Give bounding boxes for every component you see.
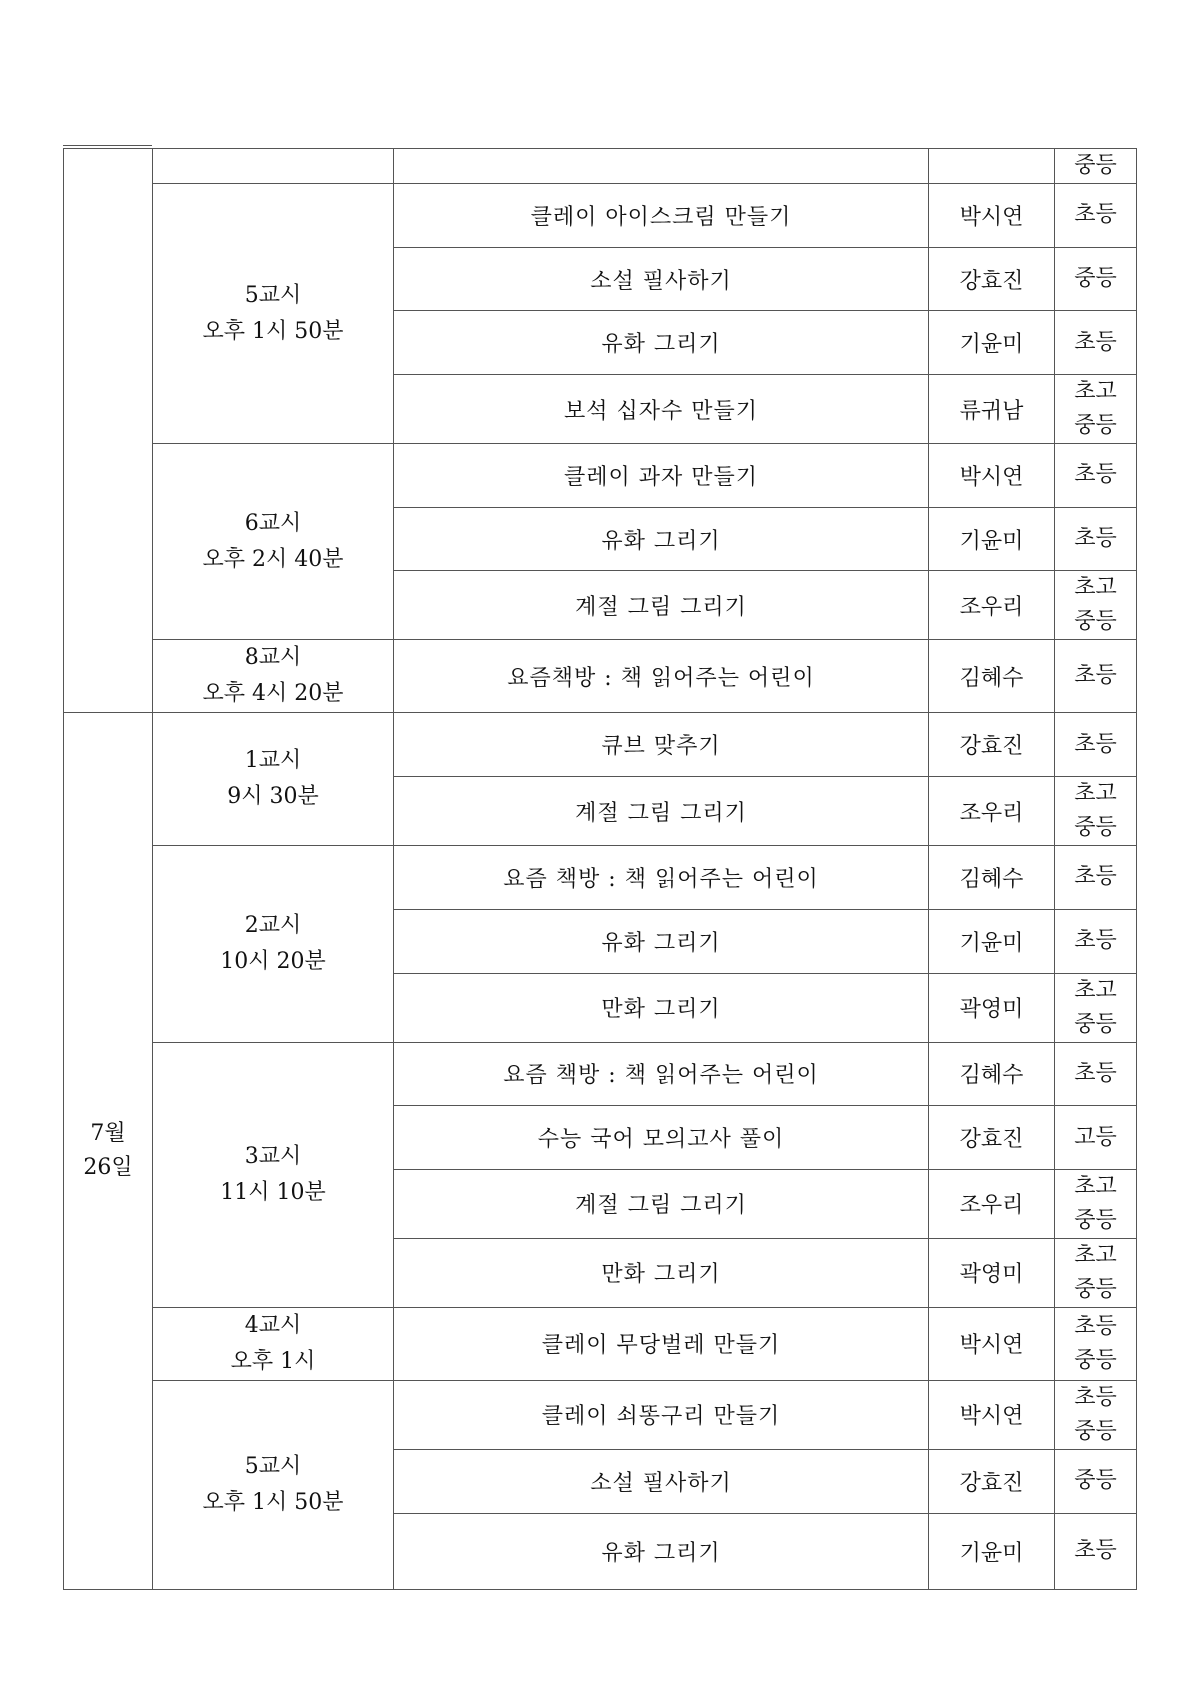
period-line: 5교시	[244, 282, 302, 308]
grade-line: 초고	[1074, 1173, 1117, 1199]
course-cell: 클레이 쇠똥구리 만들기	[394, 1380, 929, 1449]
grade-line: 중등	[1074, 153, 1117, 178]
course-cell: 클레이 과자 만들기	[394, 444, 929, 508]
period-cell	[153, 640, 394, 713]
grade-line: 초고	[1074, 781, 1117, 807]
grade-cell	[1055, 444, 1137, 508]
period-line: 5교시	[244, 1453, 302, 1479]
teacher-cell: 조우리	[929, 571, 1055, 640]
period-cell	[153, 713, 394, 846]
course-cell: 만화 그리기	[394, 1238, 929, 1307]
course-cell: 계절 그림 그리기	[394, 777, 929, 846]
period-cell	[153, 149, 394, 184]
period-line: 10시 20분	[220, 948, 326, 974]
period-line: 오후 2시 40분	[202, 546, 344, 572]
course-cell: 계절 그림 그리기	[394, 1169, 929, 1238]
grade-line: 초고	[1074, 1242, 1117, 1268]
period-cell	[153, 1307, 394, 1380]
date-cell	[64, 149, 153, 713]
grade-cell	[1055, 777, 1137, 846]
grade-line: 초고	[1074, 575, 1117, 601]
teacher-cell: 김혜수	[929, 1042, 1055, 1106]
grade-line: 중등	[1074, 1011, 1117, 1037]
grade-cell	[1055, 909, 1137, 973]
grade-line: 초등	[1074, 864, 1117, 890]
teacher-cell: 강효진	[929, 247, 1055, 311]
period-cell	[153, 1380, 394, 1589]
teacher-cell: 기윤미	[929, 311, 1055, 375]
period-line: 오후 1시 50분	[202, 1489, 344, 1515]
teacher-cell	[929, 149, 1055, 184]
period-cell	[153, 1042, 394, 1307]
grade-cell	[1055, 247, 1137, 311]
grade-line: 초등	[1074, 663, 1117, 689]
grade-cell	[1055, 973, 1137, 1042]
period-line: 11시 10분	[220, 1179, 326, 1205]
course-cell: 유화 그리기	[394, 909, 929, 973]
schedule-row	[64, 1380, 1137, 1449]
grade-line: 초등	[1074, 462, 1117, 488]
period-line: 오후 1시 50분	[202, 318, 344, 344]
continuation-marker-line	[63, 145, 152, 146]
period-cell	[153, 846, 394, 1042]
grade-cell	[1055, 375, 1137, 444]
course-cell: 소설 필사하기	[394, 247, 929, 311]
teacher-cell: 기윤미	[929, 1513, 1055, 1589]
period-line: 3교시	[244, 1143, 302, 1169]
grade-line: 초등	[1074, 1313, 1117, 1339]
course-cell: 유화 그리기	[394, 1513, 929, 1589]
period-line: 오후 4시 20분	[202, 681, 344, 707]
course-cell: 소설 필사하기	[394, 1449, 929, 1513]
grade-line: 초등	[1074, 928, 1117, 954]
course-cell: 유화 그리기	[394, 507, 929, 571]
period-line: 2교시	[244, 912, 302, 938]
grade-line: 초등	[1074, 329, 1117, 355]
teacher-cell: 류귀남	[929, 375, 1055, 444]
grade-cell	[1055, 1449, 1137, 1513]
grade-cell	[1055, 571, 1137, 640]
teacher-cell: 강효진	[929, 713, 1055, 777]
course-cell: 유화 그리기	[394, 311, 929, 375]
grade-line: 초등	[1074, 526, 1117, 552]
grade-line: 초등	[1074, 1538, 1117, 1564]
grade-cell	[1055, 846, 1137, 910]
course-cell: 클레이 무당벌레 만들기	[394, 1307, 929, 1380]
grade-cell	[1055, 713, 1137, 777]
period-line: 9시 30분	[227, 784, 319, 810]
teacher-cell: 곽영미	[929, 973, 1055, 1042]
teacher-cell: 강효진	[929, 1449, 1055, 1513]
grade-cell	[1055, 1106, 1137, 1170]
grade-cell	[1055, 507, 1137, 571]
grade-line: 초등	[1074, 731, 1117, 757]
date-line: 26일	[83, 1155, 133, 1180]
course-cell: 만화 그리기	[394, 973, 929, 1042]
grade-line: 중등	[1074, 1347, 1117, 1373]
grade-line: 중등	[1074, 1276, 1117, 1302]
teacher-cell: 기윤미	[929, 507, 1055, 571]
course-cell: 계절 그림 그리기	[394, 571, 929, 640]
period-line: 6교시	[244, 510, 302, 536]
teacher-cell: 박시연	[929, 444, 1055, 508]
schedule-row	[64, 444, 1137, 508]
schedule-row	[64, 846, 1137, 910]
grade-cell	[1055, 311, 1137, 375]
schedule-row	[64, 184, 1137, 248]
course-cell: 수능 국어 모의고사 풀이	[394, 1106, 929, 1170]
period-line: 1교시	[244, 748, 302, 774]
grade-line: 초등	[1074, 202, 1117, 228]
course-cell: 클레이 아이스크림 만들기	[394, 184, 929, 248]
schedule-row	[64, 1307, 1137, 1380]
period-line: 4교시	[244, 1312, 302, 1338]
grade-cell	[1055, 1513, 1137, 1589]
course-cell: 보석 십자수 만들기	[394, 375, 929, 444]
grade-line: 초고	[1074, 977, 1117, 1003]
teacher-cell: 박시연	[929, 1380, 1055, 1449]
grade-line: 중등	[1074, 1418, 1117, 1444]
course-cell: 요즘 책방 : 책 읽어주는 어린이	[394, 1042, 929, 1106]
grade-line: 중등	[1074, 1468, 1117, 1494]
grade-line: 초고	[1074, 379, 1117, 405]
grade-cell	[1055, 1169, 1137, 1238]
schedule-row	[64, 149, 1137, 184]
grade-line: 고등	[1074, 1124, 1117, 1150]
schedule-table	[63, 148, 1137, 1590]
grade-cell	[1055, 184, 1137, 248]
course-cell: 큐브 맞추기	[394, 713, 929, 777]
teacher-cell: 조우리	[929, 777, 1055, 846]
teacher-cell: 김혜수	[929, 846, 1055, 910]
teacher-cell: 강효진	[929, 1106, 1055, 1170]
grade-line: 중등	[1074, 609, 1117, 635]
schedule-row	[64, 1042, 1137, 1106]
period-line: 오후 1시	[230, 1348, 316, 1374]
grade-cell	[1055, 640, 1137, 713]
teacher-cell: 곽영미	[929, 1238, 1055, 1307]
course-cell: 요즘 책방 : 책 읽어주는 어린이	[394, 846, 929, 910]
date-line: 7월	[90, 1121, 126, 1146]
teacher-cell: 김혜수	[929, 640, 1055, 713]
grade-cell	[1055, 1307, 1137, 1380]
period-cell	[153, 444, 394, 640]
teacher-cell: 조우리	[929, 1169, 1055, 1238]
teacher-cell: 박시연	[929, 184, 1055, 248]
grade-line: 중등	[1074, 1207, 1117, 1233]
grade-line: 중등	[1074, 815, 1117, 841]
schedule-row	[64, 713, 1137, 777]
period-cell	[153, 184, 394, 444]
grade-cell	[1055, 1042, 1137, 1106]
grade-line: 중등	[1074, 413, 1117, 439]
grade-cell	[1055, 149, 1137, 184]
grade-cell	[1055, 1238, 1137, 1307]
teacher-cell: 기윤미	[929, 909, 1055, 973]
period-line: 8교시	[244, 645, 302, 671]
course-cell	[394, 149, 929, 184]
date-cell	[64, 713, 153, 1589]
grade-line: 초등	[1074, 1384, 1117, 1410]
course-cell: 요즘책방 : 책 읽어주는 어린이	[394, 640, 929, 713]
grade-line: 초등	[1074, 1060, 1117, 1086]
schedule-row	[64, 640, 1137, 713]
grade-cell	[1055, 1380, 1137, 1449]
schedule-body	[64, 149, 1137, 1590]
teacher-cell: 박시연	[929, 1307, 1055, 1380]
grade-line: 중등	[1074, 266, 1117, 292]
